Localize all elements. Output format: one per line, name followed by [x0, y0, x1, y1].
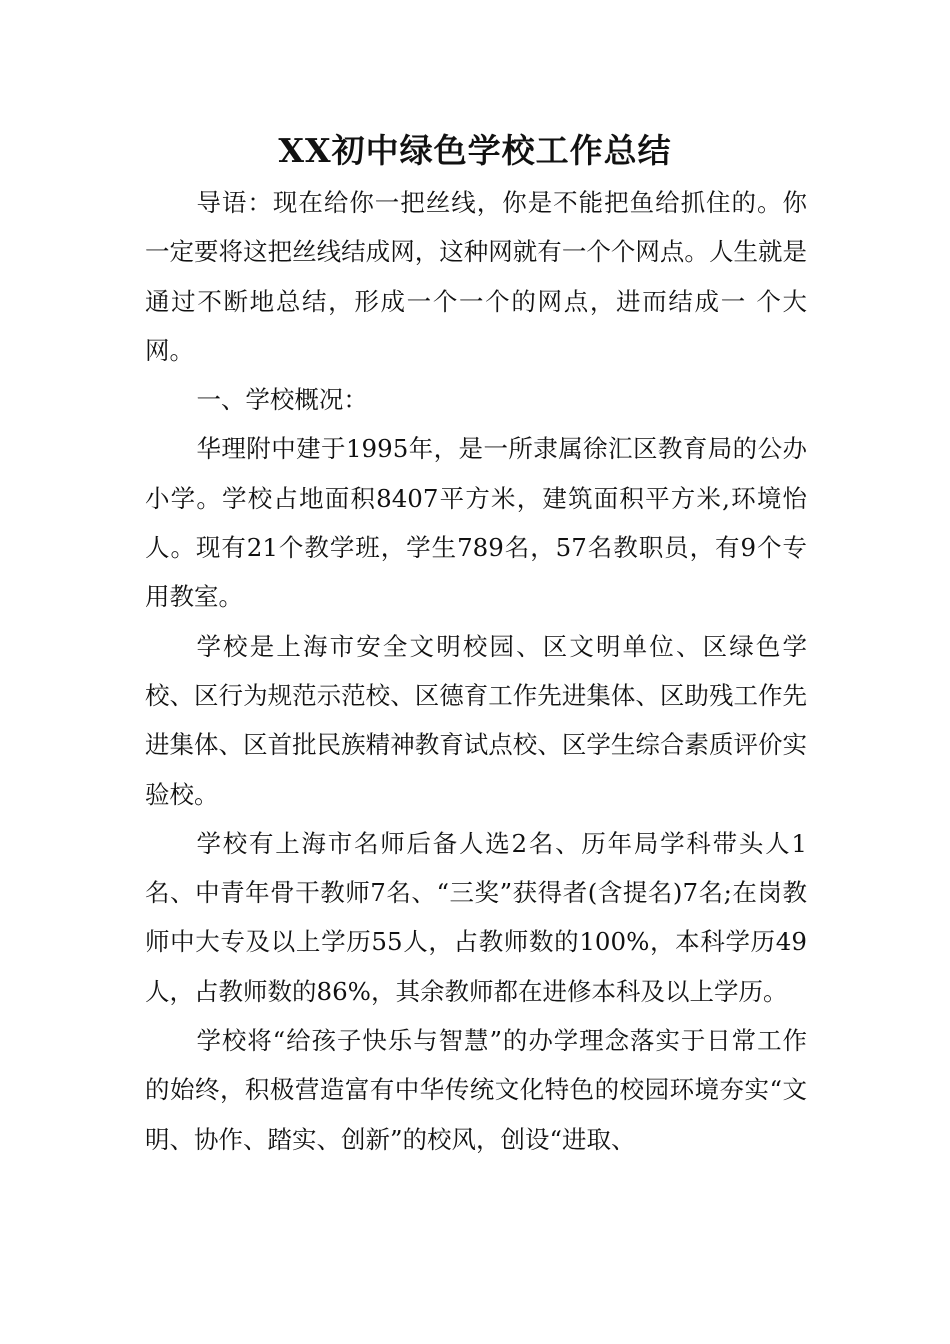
paragraph-school-philosophy: 学校将“给孩子快乐与智慧”的办学理念落实于日常工作的始终，积极营造富有中华传统文化特色的校园环境夯实“文明、协作、踏实、创新”的校风，创设“进取、: [145, 1026, 807, 1154]
paragraph-school-honors: 学校是上海市安全文明校园、区文明单位、区绿色学校、区行为规范示范校、区德育工作先进集体、区助残工作先进集体、区首批民族精神教育试点校、区学生综合素质评价实验校。: [145, 631, 807, 809]
paragraph-teaching-staff: 学校有上海市名师后备人选2名、历年局学科带头人1名、中青年骨干教师7名、“三奖”获得者(含提名)7名;在岗教师中大专及以上学历55人，占教师数的100%，本科学历49人，占教师数的86%，其余教师都在进修本科及以上学历。: [145, 828, 807, 1006]
section-heading-school-overview: 一、学校概况：: [196, 385, 368, 415]
paragraph-intro: 导语：现在给你一把丝线，你是不能把鱼给抓住的。你一定要将这把丝线结成网，这种网就有一个个网点。人生就是通过不断地总结，形成一个一个的网点，进而结成一 个大网。: [145, 188, 807, 365]
paragraph-school-founding: 华理附中建于1995年，是一所隶属徐汇区教育局的公办小学。学校占地面积8407平方米，建筑面积平方米,环境怡人。现有21个教学班，学生789名，57名教职员，有9个专用教室。: [145, 434, 807, 612]
document-title: XX初中绿色学校工作总结: [278, 131, 672, 170]
document-body: [145, 178, 807, 1164]
